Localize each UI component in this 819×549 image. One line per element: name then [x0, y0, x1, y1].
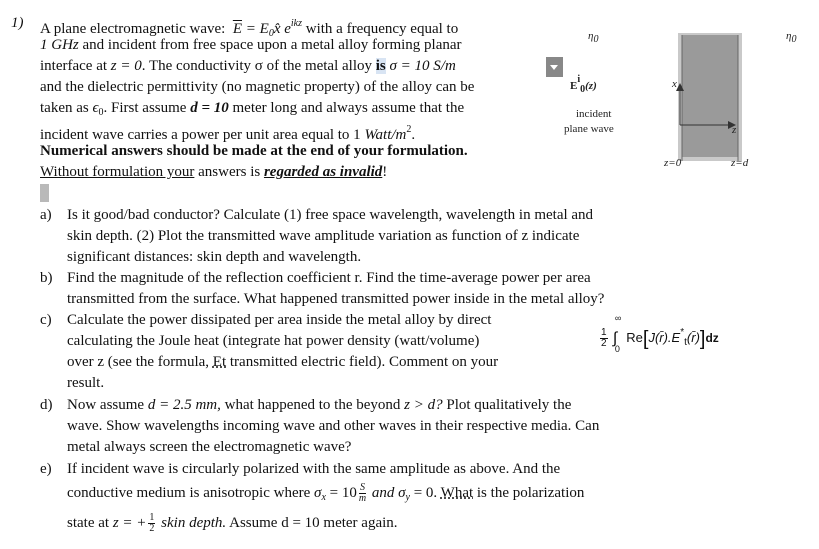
question-c-line-1: Calculate the power dissipated per area inside the metal alloy by direct [67, 312, 492, 328]
sigma: σ [398, 485, 406, 501]
question-b-line-1: Find the magnitude of the reflection coefficient r. Find the time-average power per area [67, 270, 591, 286]
power-unit-sup: 2 [406, 124, 412, 135]
formula-arg: (r̄) [686, 330, 700, 345]
formula-t: t [684, 337, 687, 348]
q-text: = 0. [409, 485, 438, 501]
question-c-line-4: result. [67, 375, 105, 391]
intro-text: . The conductivity σ of the metal alloy [141, 58, 373, 74]
q-text: and [371, 485, 395, 501]
z-plus: z = + [112, 515, 147, 531]
one-half: $\frac{1}{2}$ [149, 512, 155, 535]
sigma: σ [314, 485, 322, 501]
formula-body: J(r̄).E [648, 330, 681, 345]
q-text: Plot qualitatively the [446, 397, 572, 413]
question-b-line-2: transmitted from the surface. What happened transmitted power inside in the metal alloy? [67, 291, 605, 307]
eta-right: η0 [786, 30, 797, 45]
what-text: What [440, 485, 474, 501]
intro-text: incident wave carries a power per unit area equal to 1 [40, 127, 361, 143]
question-a-line-1: Is it good/bad conductor? Calculate (1) free space wavelength, wavelength in metal and [67, 207, 594, 223]
x-axis-label: x [672, 78, 677, 90]
intro-line-2 [40, 35, 462, 56]
formula-star: * [680, 327, 685, 338]
q-text: is the polarization [476, 485, 585, 501]
question-a-line-2: skin depth. (2) Plot the transmitted wave amplitude variation as function of z indicate [67, 228, 580, 244]
intro-text: answers is [198, 164, 261, 180]
intro-text: A plane electromagnetic wave: [40, 21, 226, 37]
eta-left: η0 [588, 30, 599, 45]
sigma-value: σ = 10 S/m [389, 58, 456, 74]
half-fraction: $\frac{1}{2}$ [601, 327, 607, 350]
question-a-label: a) [40, 207, 52, 223]
s-over-m: $\frac{S}{m}$ [358, 482, 367, 505]
integral [612, 312, 623, 354]
intro-text: with a frequency equal to [305, 21, 459, 37]
intro-text: interface at [40, 58, 108, 74]
figure-diagram [560, 25, 805, 175]
frequency: 1 GHz [40, 37, 79, 53]
intro-text: taken as [40, 100, 89, 116]
z-zero: z = 0 [110, 58, 142, 74]
vector-E: $\overline{E}$ [232, 21, 243, 37]
z-axis-label: z [732, 124, 737, 136]
question-e-label: e) [40, 461, 52, 477]
epsilon: ϵ [92, 100, 99, 116]
intro-line-3 [40, 56, 456, 77]
question-d-line-1 [67, 395, 571, 416]
q-text: conductive medium is anisotropic where [67, 485, 311, 501]
intro-text: . First assume [103, 100, 187, 116]
power-unit: Watt/m [364, 127, 407, 143]
question-d-label: d) [40, 397, 53, 413]
problem-number: 1) [11, 15, 24, 31]
eq-part: = E [242, 21, 269, 37]
eq-e: e [280, 21, 291, 37]
intro-text: . [411, 127, 416, 143]
metal-slab [682, 35, 738, 157]
zd-label: z=d [731, 157, 749, 169]
intro-text: and incident from free space upon a metal alloy forming planar [82, 37, 462, 53]
re-op: Re [626, 330, 643, 345]
question-c-label: c) [40, 312, 52, 328]
sigma-sub: y [405, 492, 410, 503]
lower-limit: 0 [614, 343, 620, 354]
q-text: over z (see the formula, [67, 354, 210, 370]
intro-text: meter long and always assume that the [232, 100, 465, 116]
upper-limit: ∞ [614, 312, 622, 323]
q-text: Assume d = 10 meter again. [229, 515, 398, 531]
question-b-label: b) [40, 270, 53, 286]
selected-is: is [375, 58, 386, 74]
question-d-line-2: wave. Show wavelengths incoming wave and other waves in their respective media. Can [67, 418, 600, 434]
q-text: what happened to the beyond [224, 397, 401, 413]
e-label: Ei0(z) [570, 74, 597, 95]
et-text: Et [212, 354, 227, 370]
z-gt-d: z > d? [404, 397, 443, 413]
question-d-line-3: metal always screen the electromagnetic wave? [67, 439, 352, 455]
eq-x: x̂ [273, 21, 281, 37]
d-mm: d = 2.5 mm, [147, 397, 221, 413]
epsilon-sub: 0 [98, 107, 104, 118]
integral-sign: ∫ [612, 329, 618, 347]
sigma-sub: x [321, 492, 326, 503]
eq-exp: ikz [290, 18, 303, 29]
q-text: state at [67, 515, 110, 531]
question-e-line-2 [67, 483, 584, 508]
question-c-line-2: calculating the Joule heat (integrate hat power density (watt/volume) [67, 333, 480, 349]
question-e-line-3 [67, 513, 398, 534]
incident-label-1: incident [576, 108, 612, 120]
intro-line-7: Numerical answers should be made at the end of your formulation. [40, 143, 468, 159]
question-a-line-3: significant distances: skin depth and wavelength. [67, 249, 362, 265]
text-cursor-block [40, 184, 49, 202]
intro-text: ! [382, 164, 388, 180]
intro-text: Without formulation your [40, 164, 195, 180]
invalid-text: regarded as invalid [263, 164, 383, 180]
skin-depth: skin depth. [161, 515, 227, 531]
incident-label-2: plane wave [564, 123, 614, 135]
q-text: Now assume [67, 397, 145, 413]
joule-formula: $\frac{1}{2}$ ∞ ∫ 0 $Re[J(r̄).E^*_t(r̄)]dz$ [601, 312, 719, 354]
eq-sub: 0 [268, 28, 274, 39]
d-value: d = 10 [190, 100, 229, 116]
question-e-line-1: If incident wave is circularly polarized with the same amplitude as above. And the [67, 461, 561, 477]
intro-line-8 [40, 162, 387, 183]
z0-label: z=0 [664, 157, 682, 169]
q-text: transmitted electric field). Comment on your [229, 354, 499, 370]
q-text: = 10 [325, 485, 357, 501]
question-c-line-3 [67, 352, 498, 373]
formula-dz: dz [705, 331, 719, 345]
intro-line-4 [40, 77, 474, 98]
intro-text: and the dielectric permittivity (no magnetic property) of the alloy can be [40, 79, 475, 95]
